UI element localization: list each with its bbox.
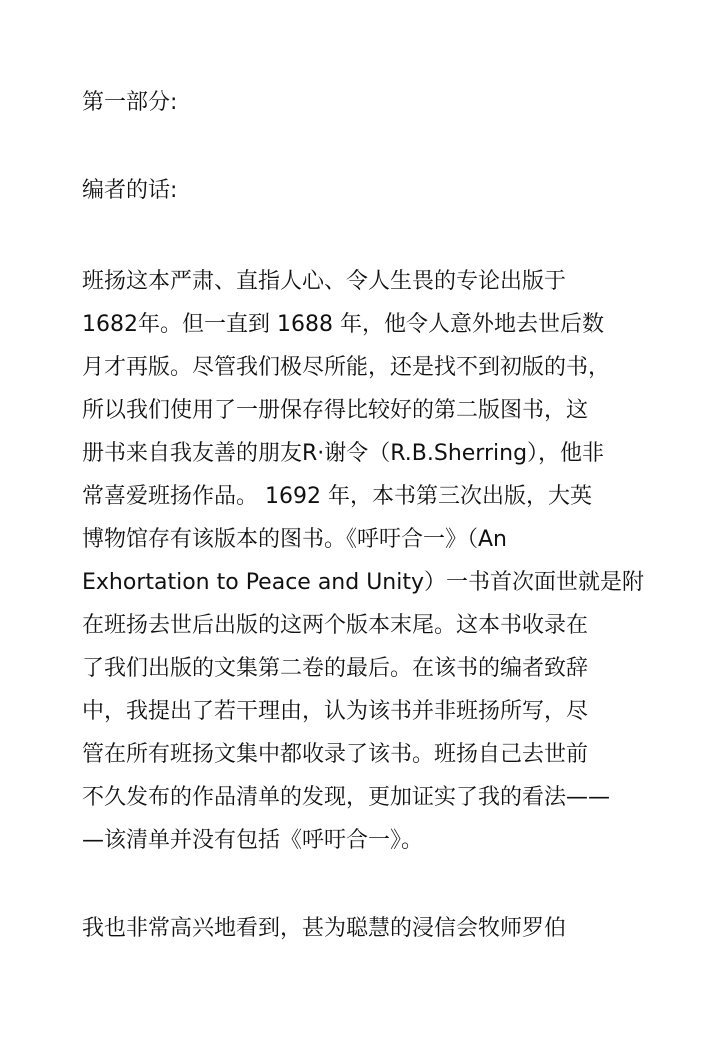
paragraph-line: 1682年。但一直到 1688 年，他令人意外地去世后数 [82, 312, 604, 337]
editor-heading: 编者的话: [82, 178, 178, 203]
paragraph-line: 管在所有班扬文集中都收录了该书。班扬自己去世前 [82, 742, 589, 767]
paragraph-2 [82, 907, 652, 950]
paragraph-line: 在班扬去世后出版的这两个版本末尾。这本书收录在 [82, 613, 589, 638]
paragraph-line: 班扬这本严肃、直指人心、令人生畏的专论出版于 [82, 269, 567, 294]
paragraph-line: 所以我们使用了一册保存得比较好的第二版图书，这 [82, 398, 589, 423]
paragraph-line: 不久发布的作品清单的发现，更加证实了我的看法—— [82, 785, 611, 810]
paragraph-line: 月才再版。尽管我们极尽所能，还是找不到初版的书， [82, 355, 611, 380]
paragraph-line: 册书来自我友善的朋友R·谢令（R.B.Sherring），他非 [82, 441, 605, 466]
section-title: 第一部分: [82, 90, 178, 115]
paragraph-line: —该清单并没有包括《呼吁合一》。 [82, 828, 424, 853]
paragraph-line: 博物馆存有该版本的图书。《呼吁合一》（An [82, 527, 507, 552]
paragraph-line: 我也非常高兴地看到，甚为聪慧的浸信会牧师罗伯 [82, 916, 567, 941]
paragraph-line: 中，我提出了若干理由，认为该书并非班扬所写，尽 [82, 699, 589, 724]
paragraph-line: 了我们出版的文集第二卷的最后。在该书的编者致辞 [82, 656, 589, 681]
paragraph-line: 常喜爱班扬作品。 1692 年，本书第三次出版，大英 [82, 484, 592, 509]
paragraph-line: Exhortation to Peace and Unity）一书首次面世就是附 [82, 570, 644, 595]
paragraph-1 [82, 260, 652, 862]
